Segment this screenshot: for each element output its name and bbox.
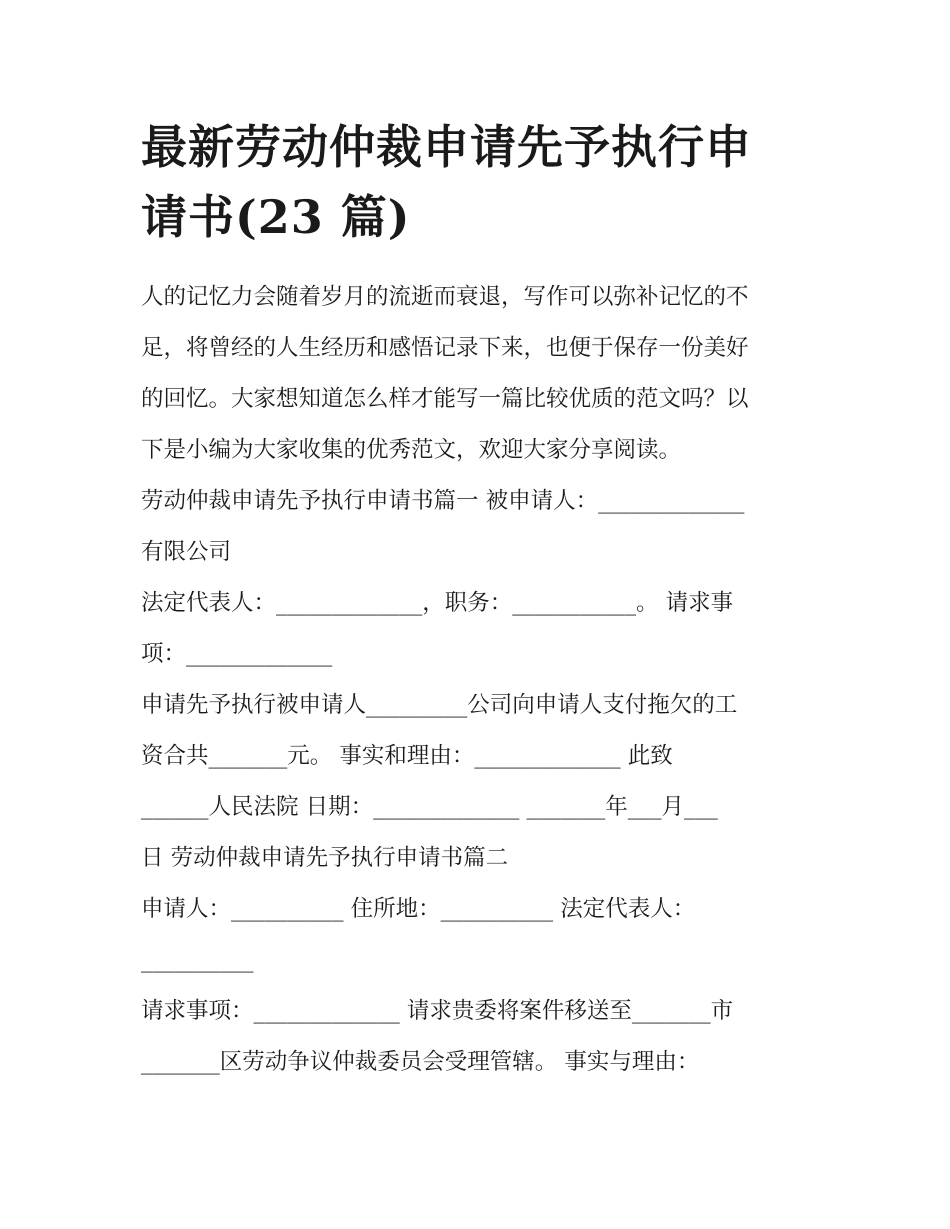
- intro-line: 下是小编为大家收集的优秀范文，欢迎大家分享阅读。: [141, 437, 682, 463]
- section-heading-line: 劳动仲裁申请先予执行申请书篇一 被申请人：_____________: [141, 488, 745, 514]
- body-line: ______人民法院 日期：_____________ _______年___月___: [141, 794, 718, 820]
- document-body: [141, 272, 821, 1088]
- body-line: 资合共_______元。 事实和理由：_____________ 此致: [141, 743, 673, 769]
- section-heading-line: 日 劳动仲裁申请先予执行申请书篇二: [141, 845, 509, 871]
- document-title: [141, 112, 821, 252]
- intro-line: 足，将曾经的人生经历和感悟记录下来，也便于保存一份美好: [141, 335, 749, 361]
- body-line: _______区劳动争议仲裁委员会受理管辖。 事实与理由：: [141, 1049, 700, 1075]
- body-line: 法定代表人：_____________，职务：___________。 请求事: [141, 590, 734, 616]
- body-line: 申请人：__________ 住所地：__________ 法定代表人：: [141, 896, 696, 922]
- document-page: [141, 112, 821, 1088]
- title-line: 请书(23 篇): [141, 190, 411, 244]
- body-line: 申请先予执行被申请人_________公司向申请人支付拖欠的工: [141, 692, 738, 718]
- intro-line: 人的记忆力会随着岁月的流逝而衰退，写作可以弥补记忆的不: [141, 284, 749, 310]
- body-line: 项：_____________: [141, 641, 333, 667]
- body-line: 有限公司: [141, 539, 232, 565]
- body-line: 请求事项：_____________ 请求贵委将案件移送至_______市: [141, 998, 734, 1024]
- title-line: 最新劳动仲裁申请先予执行申: [141, 120, 752, 174]
- body-line: __________: [141, 947, 254, 973]
- intro-line: 的回忆。大家想知道怎么样才能写一篇比较优质的范文吗？以: [141, 386, 749, 412]
